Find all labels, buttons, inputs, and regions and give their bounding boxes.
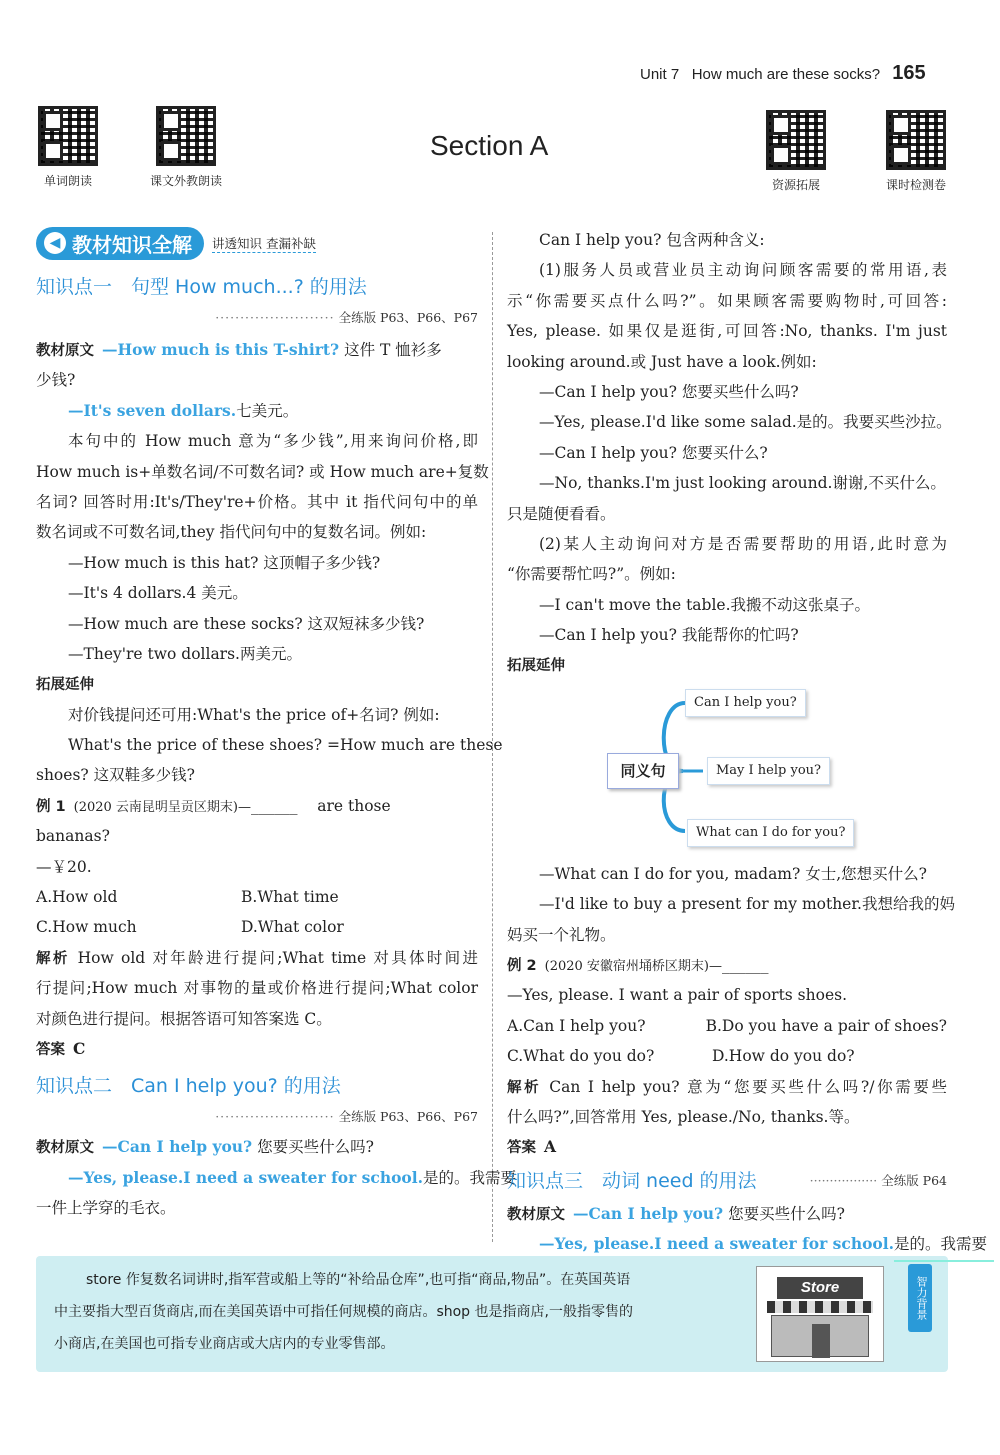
meaning-1-line: looking around.或 Just have a look.例如: — [507, 352, 817, 371]
store-front — [771, 1315, 869, 1357]
qr-code-resources[interactable] — [766, 110, 826, 170]
page-number: 165 — [892, 62, 926, 84]
kp1-example: —How much are these socks? 这双短袜多少钱? — [68, 614, 425, 633]
tip-line: 中主要指大型百货商店,而在美国英语中可指任何规模的商店。shop 也是指商店,一般指零售的 — [54, 1304, 633, 1320]
option-d: D.How do you do? — [712, 1047, 855, 1066]
kp1-para-line: 本句中的 How much 意为“多少钱”,用来询问价格,即 — [68, 432, 478, 451]
banner-subtitle: 讲透知识 查漏补缺 — [212, 235, 316, 251]
example-1-answer: 答案 C — [36, 1038, 86, 1058]
intro-line: Can I help you? 包含两种含义: — [539, 231, 765, 249]
banner-title: 教材知识全解 — [72, 232, 192, 257]
example-line: —Yes, please.I'd like some salad.是的。我要买些沙拉。 — [539, 413, 952, 432]
example-2-options-row — [507, 1011, 947, 1041]
kp2-original-a-cont: 一件上学穿的毛衣。 — [36, 1199, 176, 1218]
analysis-line: 对颜色进行提问。根据答语可知答案选 C。 — [36, 1009, 332, 1028]
qr-caption: 课文外教朗读 — [149, 174, 222, 188]
meaning-2-line: (2)某人主动询问对方是否需要帮助的用语,此时意为 — [539, 534, 947, 553]
example-1-options-row — [36, 882, 478, 912]
option-b: B.What time — [241, 888, 339, 907]
qr-code-quiz[interactable] — [886, 110, 946, 170]
example-line: —I'd like to buy a present for my mother.我想给我的妈 — [539, 895, 955, 914]
mind-map-node: What can I do for you? — [687, 819, 854, 847]
extension-label: 拓展延伸 — [507, 658, 565, 675]
example-line: —What can I do for you, madam? 女士,您想买什么? — [539, 864, 927, 883]
kp2-original-a: —Yes, please.I need a sweater for school.是的。我需要 — [68, 1167, 517, 1187]
kp1-reference: ························ 全练版 P63、P66、P67 — [215, 310, 478, 325]
kp1-ext-line: 对价钱提问还可用:What's the price of+名词? 例如: — [68, 705, 440, 724]
store-illustration — [756, 1266, 884, 1362]
option-d: D.What color — [241, 918, 344, 937]
kp1-para-line: 数名词或不可数名词,they 指代问句中的复数名词。例如: — [36, 523, 427, 542]
kp1-extension-label: 拓展延伸 — [36, 677, 94, 694]
example-1-line2: bananas? — [36, 827, 110, 846]
example-1-options-row — [36, 912, 478, 942]
kp1-example: —How much is this hat? 这顶帽子多少钱? — [68, 553, 381, 572]
qr-code-word-reading[interactable] — [38, 106, 98, 166]
option-a: A.Can I help you? — [507, 1016, 646, 1035]
kp1-para-line: 名词? 回答时用:It's/They're+价格。其中 it 指代问句中的单 — [36, 492, 478, 511]
example-line: —No, thanks.I'm just looking around.谢谢,不买什么。 — [539, 474, 946, 493]
knowledge-point-1-title: 知识点一 句型 How much...? 的用法 — [36, 276, 367, 298]
qr-caption: 课时检测卷 — [885, 178, 946, 192]
unit-title: How much are these socks? — [691, 66, 881, 83]
qr-caption: 资源拓展 — [771, 178, 820, 192]
knowledge-point-2-title: 知识点二 Can I help you? 的用法 — [36, 1075, 341, 1098]
kp1-original-a: —It's seven dollars.七美元。 — [68, 400, 299, 420]
example-2-question: 例 2 (2020 安徽宿州埇桥区期末)—______ — [507, 956, 769, 975]
kp1-original-q-cont: 少钱? — [36, 371, 76, 390]
option-c: C.What do you do? — [507, 1047, 655, 1066]
tip-text — [54, 1264, 754, 1360]
kp1-para-line: How much is+单数名词/不可数名词? 或 How much are+复数 — [36, 462, 489, 481]
qr-code-text-reading[interactable] — [156, 106, 216, 166]
option-c: C.How much — [36, 918, 137, 937]
example-1-analysis: 解析 How old 对年龄进行提问;What time 对具体时间进 — [36, 948, 479, 967]
example-line: —I can't move the table.我搬不动这张桌子。 — [539, 595, 871, 614]
example-line: —Can I help you? 我能帮你的忙吗? — [539, 626, 799, 645]
tip-line: store 作复数名词讲时,指军营或船上等的“补给品仓库”,也可指“商品,物品”。在英国英语 — [86, 1272, 631, 1288]
left-column — [36, 225, 517, 1224]
kp1-original-q: 教材原文 —How much is this T-shirt? 这件 T 恤衫多 — [36, 340, 442, 359]
running-header — [640, 62, 926, 85]
store-awning — [767, 1301, 873, 1313]
option-a: A.How old — [36, 888, 118, 907]
example-2-line2: —Yes, please. I want a pair of sports shoes. — [507, 986, 848, 1005]
mind-map-center: 同义句 — [607, 753, 679, 789]
store-sign: Store — [777, 1277, 863, 1299]
example-line: —Can I help you? 您要买些什么吗? — [539, 382, 799, 401]
knowledge-point-3-title: 知识点三 动词 need 的用法 ················· 全练版 P64 — [507, 1169, 947, 1192]
example-2-analysis: 解析 Can I help you? 意为“您要买些什么吗?/你需要些 — [507, 1077, 948, 1096]
example-line: 妈买一个礼物。 — [507, 925, 616, 944]
synonym-mind-map — [507, 681, 947, 859]
mind-map-node: May I help you? — [707, 757, 830, 785]
unit-label: Unit 7 — [640, 66, 680, 83]
section-banner — [36, 225, 478, 261]
kp1-ext-line: shoes? 这双鞋多少钱? — [36, 766, 195, 785]
kp1-example: —It's 4 dollars.4 美元。 — [68, 584, 248, 603]
example-line: 只是随便看看。 — [507, 504, 616, 523]
example-2-options-row — [507, 1041, 947, 1071]
analysis-line: 什么吗?”,回答常用 Yes, please./No, thanks.等。 — [507, 1107, 860, 1126]
banner-pill — [36, 227, 204, 260]
right-column — [507, 225, 988, 1260]
background-tip-box — [36, 1256, 948, 1372]
store-door — [812, 1324, 830, 1358]
example-1-question: 例 1 (2020 云南昆明呈贡区期末)—______ are those — [36, 796, 391, 815]
tip-line: 小商店,在美国也可指专业商店或大店内的专业零售部。 — [54, 1336, 395, 1352]
kp1-example: —They're two dollars.两美元。 — [68, 644, 302, 663]
side-tab: 智力背景 — [908, 1264, 932, 1332]
kp2-reference: ························ 全练版 P63、P66、P67 — [215, 1109, 478, 1125]
mind-map-node: Can I help you? — [685, 689, 806, 717]
kp2-original-q: 教材原文 —Can I help you? 您要买些什么吗? — [36, 1137, 374, 1157]
analysis-line: 行提问;How much 对事物的量或价格进行提问;What color — [36, 979, 478, 998]
meaning-2-line: “你需要帮忙吗?”。例如: — [507, 565, 676, 584]
meaning-1-line: 示“你需要买点什么吗?”。如果顾客需要购物时,可回答: — [507, 291, 947, 310]
kp1-ext-line: What's the price of these shoes? =How much are these — [68, 736, 503, 755]
kp3-original-a: —Yes, please.I need a sweater for school.是的。我需要 — [539, 1234, 988, 1254]
section-title: Section A — [430, 130, 549, 161]
kp3-original-q: 教材原文 —Can I help you? 您要买些什么吗? — [507, 1203, 845, 1223]
example-2-answer: 答案 A — [507, 1137, 557, 1157]
speaker-icon: ◀ — [44, 232, 66, 254]
example-line: —Can I help you? 您要买什么? — [539, 443, 768, 462]
option-b: B.Do you have a pair of shoes? — [705, 1016, 947, 1035]
meaning-1-line: (1)服务人员或营业员主动询问顾客需要的常用语,表 — [539, 261, 947, 280]
qr-caption: 单词朗读 — [43, 174, 92, 188]
meaning-1-line: Yes, please. 如果仅是逛街,可回答:No, thanks. I'm just — [507, 322, 947, 341]
example-1-line3: —￥20. — [36, 857, 92, 876]
